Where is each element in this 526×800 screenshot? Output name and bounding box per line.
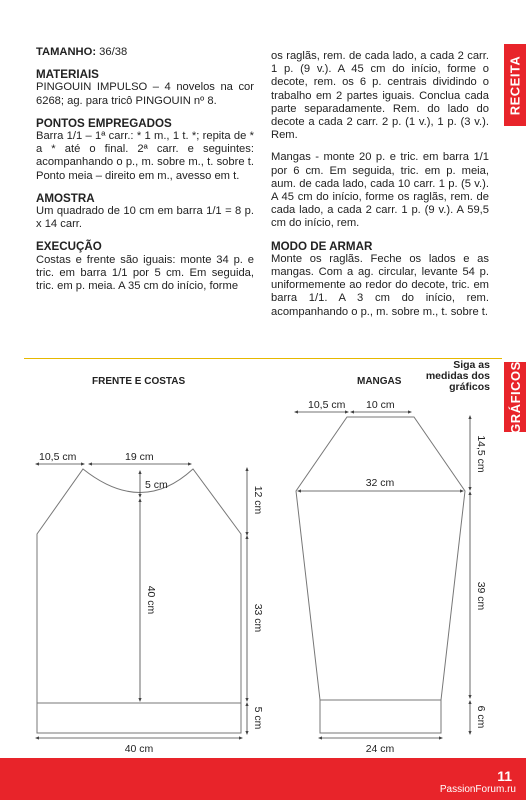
modo-heading: MODO DE ARMAR bbox=[271, 239, 373, 253]
materiais-text: PINGOUIN IMPULSO – 4 novelos na cor 6268; ag. para tricô PINGOUIN nº 8. bbox=[36, 81, 254, 107]
amostra-heading: AMOSTRA bbox=[36, 191, 95, 205]
sleeve-cuff-label: 6 cm bbox=[475, 705, 487, 729]
sleeve-raglan-top-label: 10,5 cm bbox=[308, 399, 346, 411]
front-side-label: 33 cm bbox=[252, 603, 264, 633]
amostra-text: Um quadrado de 10 cm em barra 1/1 = 8 p. x 14 carr. bbox=[36, 205, 254, 231]
sleeve-bottom-width-label: 24 cm bbox=[365, 743, 395, 755]
page-number: 11 bbox=[497, 768, 512, 784]
execucao-heading: EXECUÇÃO bbox=[36, 240, 102, 254]
materiais-heading: MATERIAIS bbox=[36, 68, 99, 82]
tamanho-label: TAMANHO: bbox=[36, 46, 97, 58]
front-rib-label: 5 cm bbox=[252, 706, 264, 730]
pontos-heading: PONTOS EMPREGADOS bbox=[36, 116, 172, 130]
sleeve-piece-outline bbox=[296, 417, 465, 733]
front-neck-width-label: 19 cm bbox=[125, 451, 154, 463]
tab-graficos-label: GRÁFICOS bbox=[507, 360, 523, 434]
front-dimension-lines bbox=[37, 464, 247, 738]
sleeve-instructions: Mangas - monte 20 p. e tric. em barra 1/1 por 6 cm. Em seguida, tric. em p. meia, aum. de cada lado, cada 10 carr. 1 p. (5 v.). A 45 cm do início, forme os raglãs, rem. de cada lado, a cada 2 carr. 1 p. (9 v.). A 59,5 cm do início, rem. bbox=[271, 151, 489, 230]
front-width-label: 40 cm bbox=[124, 743, 154, 755]
front-raglan-label: 12 cm bbox=[252, 485, 264, 515]
sleeve-raglan-height-label: 14,5 cm bbox=[475, 435, 487, 473]
sleeve-diagram-title: MANGAS bbox=[357, 376, 402, 387]
sleeve-top-label: 10 cm bbox=[366, 399, 395, 411]
modo-text: Monte os raglãs. Feche os lados e as mangas. Com a ag. circular, levante 54 p. uniformemente ao redor do decote, tric. em barra 1/1. A 3 cm do início, rem. acompanhando o p., m. sobre m., t. sobre t. bbox=[271, 252, 489, 318]
tamanho-value: 36/38 bbox=[96, 46, 128, 58]
front-instructions-continued: os raglãs, rem. de cada lado, a cada 2 carr. 1 p. (9 v.). A 45 cm do início, forme o decote, rem. os 6 p. centrais dividindo o trabalho em 2 partes iguais. Conclua cada parte separadamente. Rem. do lado do decote a cada 2 carr. 2 p. (1 v.), 1 p. (3 v.). Rem. bbox=[271, 50, 489, 142]
front-shoulder-label: 10,5 cm bbox=[39, 451, 77, 463]
tab-receita-label: RECEITA bbox=[507, 55, 523, 115]
front-body-length-label: 40 cm bbox=[145, 585, 157, 615]
sleeve-upper-width-label: 32 cm bbox=[365, 477, 395, 489]
graphs-note: Siga as medidas dos gráficos bbox=[425, 359, 490, 393]
pontos-text: Barra 1/1 – 1ª carr.: * 1 m., 1 t. *; repita de * a * até o final. 2ª carr. e seguintes: acompanhando o p., m. sobre m., t. sobre t. Ponto meia – direito em m., avesso em t. bbox=[36, 130, 254, 182]
site-watermark: PassionForum.ru bbox=[439, 784, 516, 795]
front-diagram-title: FRENTE E COSTAS bbox=[92, 376, 186, 387]
front-neck-depth-label: 5 cm bbox=[145, 479, 168, 491]
front-piece-outline bbox=[37, 469, 241, 733]
execucao-text: Costas e frente são iguais: monte 34 p. e tric. em barra 1/1 por 5 cm. Em seguida, tric. em p. meia. A 35 cm do início, forme bbox=[36, 253, 254, 293]
sleeve-length-label: 39 cm bbox=[475, 581, 487, 611]
